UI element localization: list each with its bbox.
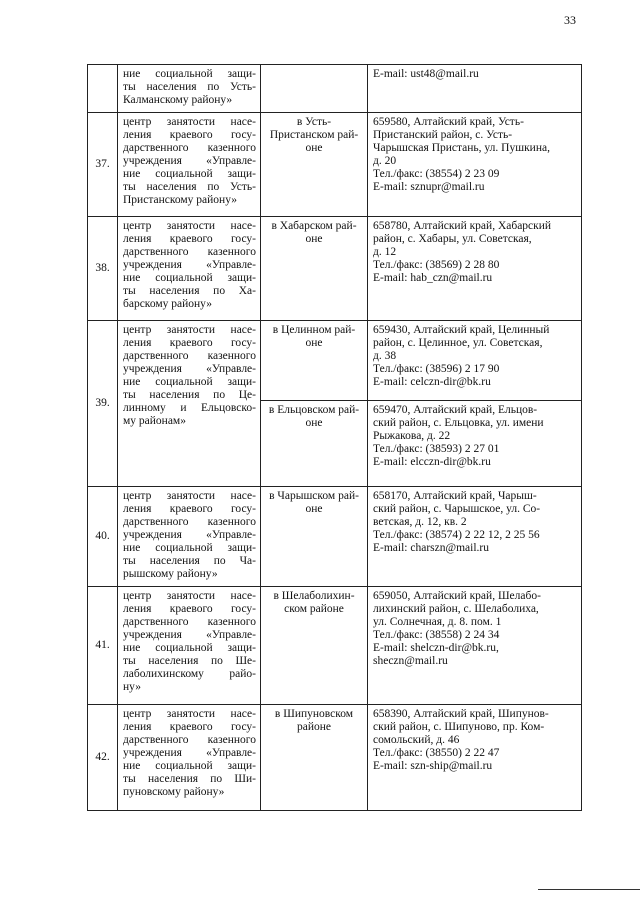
address-contacts-line: E-mail: elcczn-dir@bk.ru: [373, 456, 491, 468]
organization-name-line: центр занятости насе-: [123, 324, 256, 336]
organization-name-line: ты населения по Ши-: [123, 773, 256, 785]
organization-name: [118, 65, 261, 113]
row-number: 41.: [88, 587, 118, 705]
footer-rule: [538, 889, 640, 890]
organization-name-line: центр занятости насе-: [123, 116, 256, 128]
address-contacts: [368, 65, 582, 113]
location-district: [261, 705, 368, 811]
organization-name-line: ления краевого госу-: [123, 721, 256, 733]
organization-name-line: центр занятости насе-: [123, 490, 256, 502]
address-contacts-line: д. 38: [373, 350, 397, 362]
row-number: 40.: [88, 487, 118, 587]
address-contacts-line: Чарышская Пристань, ул. Пушкина,: [373, 142, 550, 154]
address-contacts-line: Тел./факс: (38558) 2 24 34: [373, 629, 500, 641]
address-contacts-line: д. 12: [373, 246, 397, 258]
organization-name: [118, 487, 261, 587]
organization-name-line: дарственного казенного: [123, 616, 256, 628]
address-contacts-line: д. 20: [373, 155, 397, 167]
location-district-line: в Хабарском рай-: [271, 220, 357, 232]
organization-name-line: ние социальной защи-: [123, 168, 256, 180]
address-contacts-line: sheczn@mail.ru: [373, 655, 448, 667]
address-contacts-line: 658390, Алтайский край, Шипунов-: [373, 708, 549, 720]
address-contacts-line: 658170, Алтайский край, Чарыш-: [373, 490, 537, 502]
location-district-line: в Ельцовском рай-: [268, 404, 360, 416]
organization-name: [118, 113, 261, 217]
location-district-line: оне: [305, 233, 323, 245]
organization-name-line: рышскому району»: [123, 568, 218, 580]
address-contacts-line: Тел./факс: (38550) 2 22 47: [373, 747, 500, 759]
address-contacts-line: E-mail: sznupr@mail.ru: [373, 181, 485, 193]
organization-name-line: ты населения по Ха-: [123, 285, 256, 297]
organization-name-line: ты населения по Це-: [123, 389, 256, 401]
address-contacts: [368, 321, 582, 401]
address-contacts: [368, 705, 582, 811]
address-contacts: [368, 401, 582, 487]
address-contacts-line: ский район, с. Ельцовка, ул. имени: [373, 417, 544, 429]
row-number: [88, 65, 118, 113]
organization-name-line: дарственного казенного: [123, 516, 256, 528]
row-number: 39.: [88, 321, 118, 487]
organization-name-line: учреждения «Управле-: [123, 529, 256, 541]
organization-name-line: ние социальной защи-: [123, 760, 256, 772]
organization-name: [118, 705, 261, 811]
organization-name-line: ние социальной защи-: [123, 542, 256, 554]
organization-name-line: ления краевого госу-: [123, 233, 256, 245]
organization-name-line: ты населения по Ше-: [123, 655, 256, 667]
address-contacts-line: Пристанский район, с. Усть-: [373, 129, 513, 141]
location-district-line: в Чарышском рай-: [269, 490, 359, 502]
location-district-line: оне: [305, 417, 323, 429]
location-district-line: оне: [305, 503, 323, 515]
address-contacts-line: 658780, Алтайский край, Хабарский: [373, 220, 552, 232]
organization-name-line: ты населения по Усть-: [123, 181, 256, 193]
address-contacts-line: E-mail: ust48@mail.ru: [373, 68, 479, 80]
organization-name-line: ние социальной защи-: [123, 68, 256, 80]
location-district-line: ском районе: [284, 603, 344, 615]
organization-name-line: ние социальной защи-: [123, 272, 256, 284]
location-district: [261, 217, 368, 321]
organization-name-line: центр занятости насе-: [123, 220, 256, 232]
organization-name-line: пуновскому району»: [123, 786, 225, 798]
organization-name-line: ления краевого госу-: [123, 603, 256, 615]
organization-name-line: лаболихинскому райо-: [123, 668, 256, 680]
address-contacts-line: 659430, Алтайский край, Целинный: [373, 324, 550, 336]
address-contacts-line: ский район, с. Шипуново, пр. Ком-: [373, 721, 545, 733]
address-contacts-line: E-mail: celczn-dir@bk.ru: [373, 376, 491, 388]
organization-name-line: ну»: [123, 681, 141, 693]
address-contacts-line: ветская, д. 12, кв. 2: [373, 516, 467, 528]
organization-name-line: ние социальной защи-: [123, 376, 256, 388]
organization-name: [118, 587, 261, 705]
address-contacts: [368, 587, 582, 705]
address-contacts-line: Тел./факс: (38569) 2 28 80: [373, 259, 500, 271]
address-contacts-line: сомольский, д. 46: [373, 734, 460, 746]
location-district-line: в Шипуновском: [274, 708, 354, 720]
table-row: [88, 487, 582, 587]
organization-name-line: центр занятости насе-: [123, 590, 256, 602]
address-contacts-line: район, с. Хабары, ул. Советская,: [373, 233, 532, 245]
organization-name-line: линному и Ельцовско-: [123, 402, 256, 414]
row-number: 42.: [88, 705, 118, 811]
location-district: [261, 487, 368, 587]
address-contacts-line: Тел./факс: (38593) 2 27 01: [373, 443, 500, 455]
organization-name-line: учреждения «Управле-: [123, 629, 256, 641]
offices-table: [87, 64, 582, 811]
address-contacts: [368, 217, 582, 321]
location-district-line: Пристанском рай-: [269, 129, 359, 141]
address-contacts-line: ский район, с. Чарышское, ул. Со-: [373, 503, 541, 515]
table-row: [88, 321, 582, 401]
organization-name-line: учреждения «Управле-: [123, 155, 256, 167]
address-contacts-line: 659580, Алтайский край, Усть-: [373, 116, 524, 128]
organization-name-line: учреждения «Управле-: [123, 259, 256, 271]
organization-name-line: му районам»: [123, 415, 186, 427]
location-district: [261, 587, 368, 705]
organization-name-line: ления краевого госу-: [123, 337, 256, 349]
location-district: [261, 65, 368, 113]
table-row: [88, 705, 582, 811]
organization-name-line: дарственного казенного: [123, 734, 256, 746]
page-number: 33: [564, 13, 576, 27]
organization-name-line: ты населения по Усть-: [123, 81, 256, 93]
location-district-line: районе: [296, 721, 332, 733]
address-contacts-line: E-mail: shelczn-dir@bk.ru,: [373, 642, 499, 654]
organization-name-line: ты населения по Ча-: [123, 555, 256, 567]
location-district-line: в Шелаболихин-: [273, 590, 355, 602]
organization-name-line: барскому району»: [123, 298, 212, 310]
location-district-line: в Целинном рай-: [272, 324, 356, 336]
organization-name-line: ления краевого госу-: [123, 129, 256, 141]
organization-name: [118, 321, 261, 487]
organization-name-line: ления краевого госу-: [123, 503, 256, 515]
location-district: [261, 321, 368, 401]
address-contacts-line: E-mail: szn-ship@mail.ru: [373, 760, 493, 772]
location-district-line: оне: [305, 142, 323, 154]
address-contacts-line: E-mail: hab_czn@mail.ru: [373, 272, 493, 284]
address-contacts-line: 659050, Алтайский край, Шелабо-: [373, 590, 541, 602]
row-number: 38.: [88, 217, 118, 321]
row-number: 37.: [88, 113, 118, 217]
address-contacts-line: район, с. Целинное, ул. Советская,: [373, 337, 543, 349]
organization-name: [118, 217, 261, 321]
address-contacts-line: Тел./факс: (38554) 2 23 09: [373, 168, 500, 180]
location-district: [261, 113, 368, 217]
address-contacts-line: Тел./факс: (38574) 2 22 12, 2 25 56: [373, 529, 540, 541]
organization-name-line: дарственного казенного: [123, 350, 256, 362]
organization-name-line: дарственного казенного: [123, 142, 256, 154]
address-contacts-line: лихинский район, с. Шелаболиха,: [373, 603, 539, 615]
location-district-line: оне: [305, 337, 323, 349]
address-contacts-line: E-mail: charszn@mail.ru: [373, 542, 489, 554]
location-district: [261, 401, 368, 487]
location-district-line: в Усть-: [296, 116, 332, 128]
address-contacts: [368, 487, 582, 587]
address-contacts-line: Рыжакова, д. 22: [373, 430, 451, 442]
address-contacts-line: ул. Солнечная, д. 8. пом. 1: [373, 616, 502, 628]
table-row: [88, 65, 582, 113]
organization-name-line: учреждения «Управле-: [123, 747, 256, 759]
table-row: [88, 113, 582, 217]
organization-name-line: дарственного казенного: [123, 246, 256, 258]
address-contacts-line: Тел./факс: (38596) 2 17 90: [373, 363, 500, 375]
organization-name-line: учреждения «Управле-: [123, 363, 256, 375]
address-contacts: [368, 113, 582, 217]
table-row: [88, 217, 582, 321]
organization-name-line: Калманскому району»: [123, 94, 233, 106]
organization-name-line: Пристанскому району»: [123, 194, 237, 206]
address-contacts-line: 659470, Алтайский край, Ельцов-: [373, 404, 538, 416]
organization-name-line: центр занятости насе-: [123, 708, 256, 720]
organization-name-line: ние социальной защи-: [123, 642, 256, 654]
table-row: [88, 587, 582, 705]
